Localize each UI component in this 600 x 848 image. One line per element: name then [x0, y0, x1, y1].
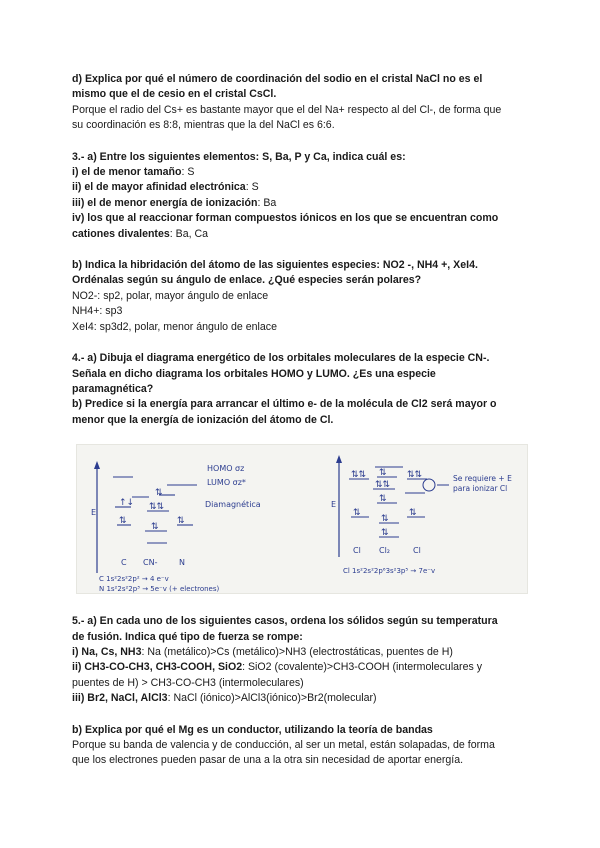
- text-line: [72, 367, 532, 382]
- magnetism-label: Diamagnética: [205, 500, 261, 510]
- note-line-2: para ionizar Cl: [453, 484, 508, 494]
- text-line: [72, 165, 532, 180]
- questions-section-1: [72, 72, 532, 428]
- question-text: iii) el de menor energía de ionización: [72, 196, 258, 209]
- answer-text: : SiO2 (covalente)>CH3-COOH (intermoleculares y: [242, 661, 483, 674]
- atom-label-n: N: [179, 558, 185, 568]
- svg-text:⇅⇅: ⇅⇅: [375, 480, 391, 491]
- svg-text:⇅: ⇅: [353, 508, 361, 519]
- text-line: [72, 320, 532, 335]
- question-text: 3.- a) Entre los siguientes elementos: S, Ba, P y Ca, indica cuál es:: [72, 150, 406, 163]
- text-line: [72, 630, 532, 645]
- text-line: [72, 645, 532, 660]
- question-block-q3b: [72, 258, 532, 335]
- answer-text: XeI4: sp3d2, polar, menor ángulo de enlace: [72, 320, 277, 333]
- energy-arrow-left: [94, 461, 100, 469]
- answer-text: : S: [181, 166, 195, 179]
- answer-text: Porque su banda de valencia y de conducción, al ser un metal, están solapadas, de forma: [72, 738, 495, 751]
- energy-label-right: E: [331, 500, 337, 510]
- question-block-q2d: [72, 72, 532, 134]
- text-line: [72, 738, 532, 753]
- question-text: ii) el de mayor afinidad electrónica: [72, 181, 246, 194]
- question-text: 5.- a) En cada uno de los siguientes casos, ordena los sólidos según su temperatura: [72, 615, 498, 628]
- question-text: iii) Br2, NaCl, AlCl3: [72, 692, 168, 705]
- text-line: [72, 273, 532, 288]
- text-line: [72, 150, 532, 165]
- text-line: [72, 753, 532, 768]
- text-line: [72, 180, 532, 195]
- question-block-q5b: [72, 723, 532, 769]
- mo-diagram-sketch: [77, 445, 527, 593]
- question-text: b) Indica la hibridación del átomo de las siguientes especies: NO2 -, NH4 +, XeI4.: [72, 259, 478, 272]
- svg-text:⇅: ⇅: [381, 514, 389, 525]
- answer-text: puentes de H) > CH3-CO-CH3 (intermoleculares): [72, 676, 304, 689]
- text-line: [72, 103, 532, 118]
- molecule-label-cn: CN-: [143, 558, 158, 568]
- question-block-q4: [72, 351, 532, 428]
- svg-text:⇅: ⇅: [409, 508, 417, 519]
- question-text: menor que la energía de ionización del átomo de Cl.: [72, 413, 334, 426]
- question-text: iv) los que al reaccionar forman compuestos iónicos en los que se encuentran como: [72, 212, 499, 225]
- svg-text:⇅: ⇅: [151, 522, 159, 533]
- answer-text: : NaCl (iónico)>AlCl3(iónico)>Br2(molecular): [167, 692, 377, 705]
- atom-label-c: C: [121, 558, 127, 568]
- text-line: [72, 258, 532, 273]
- question-text: i) el de menor tamaño: [72, 166, 182, 179]
- question-block-q5a: [72, 614, 532, 706]
- svg-text:⇅: ⇅: [381, 528, 389, 539]
- text-line: [72, 676, 532, 691]
- question-text: Ordénalas según su ángulo de enlace. ¿Qué especies serán polares?: [72, 274, 422, 287]
- answer-text: : S: [245, 181, 259, 194]
- text-line: [72, 227, 532, 242]
- answer-text: NO2-: sp2, polar, mayor ángulo de enlace: [72, 289, 269, 302]
- svg-text:⇅⇅: ⇅⇅: [407, 470, 423, 481]
- text-line: [72, 196, 532, 211]
- atom-label-cl-left: Cl: [353, 546, 361, 556]
- answer-text: que los electrones pueden pasar de una a la otra sin necesidad de aportar energía.: [72, 754, 464, 767]
- text-line: [72, 397, 532, 412]
- svg-text:⇅: ⇅: [379, 468, 387, 479]
- svg-text:↑↓: ↑↓: [119, 498, 135, 509]
- answer-text: : Ba, Ca: [169, 227, 209, 240]
- answer-text: Porque el radio del Cs+ es bastante mayor que el del Na+ respecto al del Cl-, de forma que: [72, 103, 502, 116]
- answer-text: : Na (metálico)>Cs (metálico)>NH3 (electrostáticas, puentes de H): [141, 645, 453, 658]
- answer-text: : Ba: [257, 196, 277, 209]
- text-line: [72, 72, 532, 87]
- text-line: [72, 304, 532, 319]
- svg-text:⇅: ⇅: [155, 488, 163, 499]
- molecule-label-cl2: Cl₂: [379, 546, 391, 556]
- question-text: ii) CH3-CO-CH3, CH3-COOH, SiO2: [72, 661, 243, 674]
- config-c: C 1s²2s²2p² → 4 e⁻v: [99, 575, 169, 584]
- text-line: [72, 723, 532, 738]
- energy-arrow-right: [336, 455, 342, 463]
- question-text: d) Explica por qué el número de coordinación del sodio en el cristal NaCl no es el: [72, 73, 483, 85]
- question-text: paramagnética?: [72, 382, 154, 395]
- text-line: [72, 382, 532, 397]
- questions-section-2: [72, 614, 532, 769]
- homo-label: HOMO σz: [207, 464, 245, 474]
- question-text: mismo que el de cesio en el cristal CsCl.: [72, 88, 277, 101]
- highlight-circle: [423, 479, 435, 491]
- question-text: Señala en dicho diagrama los orbitales HOMO y LUMO. ¿Es una especie: [72, 367, 436, 380]
- document-page: [72, 72, 532, 785]
- text-line: [72, 351, 532, 366]
- svg-text:⇅⇅: ⇅⇅: [351, 470, 367, 481]
- answer-text: su coordinación es 8:8, mientras que la del NaCl es 6:6.: [72, 119, 335, 132]
- text-line: [72, 614, 532, 629]
- handwritten-diagram-photo: [76, 444, 528, 594]
- answer-text: NH4+: sp3: [72, 305, 123, 318]
- question-text: de fusión. Indica qué tipo de fuerza se rompe:: [72, 630, 303, 643]
- config-n: N 1s²2s²2p³ → 5e⁻v (+ electrones): [99, 585, 220, 594]
- question-text: i) Na, Cs, NH3: [72, 645, 142, 658]
- note-line-1: Se requiere + E: [453, 474, 512, 484]
- text-line: [72, 87, 532, 102]
- question-text: b) Predice si la energía para arrancar el último e- de la molécula de Cl2 será mayor o: [72, 398, 497, 411]
- text-line: [72, 211, 532, 226]
- question-text: 4.- a) Dibuja el diagrama energético de los orbitales moleculares de la especie CN-.: [72, 352, 490, 365]
- question-text: cationes divalentes: [72, 227, 170, 240]
- question-text: b) Explica por qué el Mg es un conductor, utilizando la teoría de bandas: [72, 723, 433, 736]
- text-line: [72, 118, 532, 133]
- atom-label-cl-right: Cl: [413, 546, 421, 556]
- svg-text:⇅: ⇅: [119, 516, 127, 527]
- text-line: [72, 413, 532, 428]
- energy-label-left: E: [91, 508, 97, 518]
- text-line: [72, 289, 532, 304]
- question-block-q3a: [72, 150, 532, 242]
- text-line: [72, 660, 532, 675]
- lumo-label: LUMO σz*: [207, 478, 246, 488]
- config-cl: Cl 1s²2s²2p⁶3s²3p⁵ → 7e⁻v: [343, 567, 436, 576]
- svg-text:⇅: ⇅: [379, 494, 387, 505]
- svg-text:⇅⇅: ⇅⇅: [149, 502, 165, 513]
- svg-text:⇅: ⇅: [177, 516, 185, 527]
- text-line: [72, 691, 532, 706]
